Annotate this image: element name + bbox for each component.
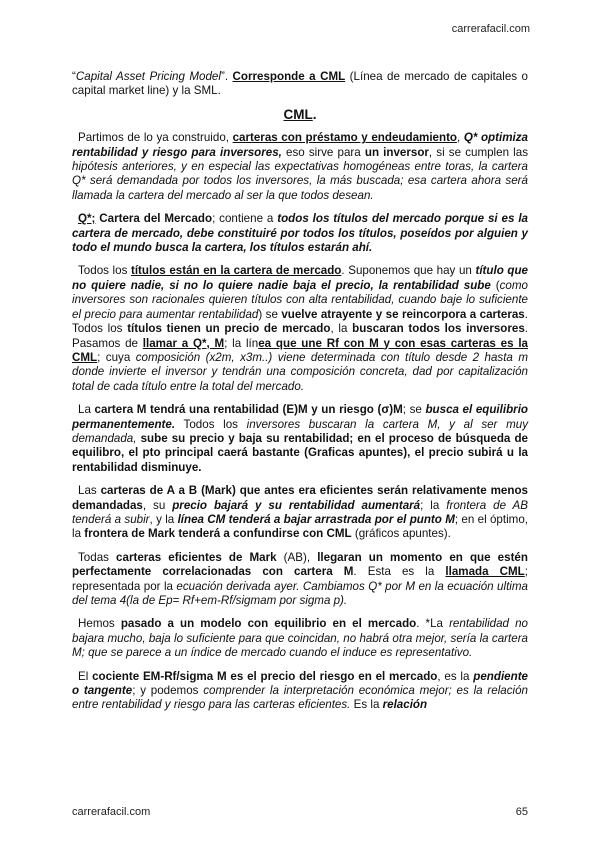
p8-s4: pendiente o tangente (72, 669, 529, 698)
p7-s3: . *La (416, 617, 450, 631)
paragraph-2 (72, 212, 528, 255)
p1-s4: Q* optimiza rentabilidad y riesgo para inversores, (72, 131, 528, 159)
p1-s5: eso sirve para (281, 145, 365, 159)
p5-s5: ; la (420, 498, 447, 512)
header-site: carrerafacil.com (451, 23, 530, 35)
p8-s3: , es la (437, 669, 474, 683)
p8-s8: relación (382, 698, 428, 712)
section-title (72, 108, 528, 122)
p3-s10: títulos tienen un precio de mercado (127, 322, 331, 336)
p6-s8: ecuación derivada ayer. Cambiamos Q* por M en la ecuación ultima del tema 4(la de Ep= Rf+em-Rf/sigmam por sigma p). (72, 579, 528, 607)
paragraph-6 (72, 551, 528, 609)
p3-s5: ( (490, 278, 500, 292)
p3-s15: ; la lín (224, 336, 259, 350)
p3-s2: títulos están en la cartera de mercado (130, 264, 342, 278)
intro-paragraph (72, 70, 528, 99)
p1-s2: carteras con préstamo y endeudamiento (232, 131, 458, 145)
quote-close: ”. (220, 70, 233, 83)
intro-tail: (Línea de mercado de capitales o capital market line) y la SML. (72, 70, 528, 98)
p3-s6: como inversores son racionales quieren títulos con alta rentabilidad, cuando baje lo suficiente el precio para aumentar rentabilidad (72, 278, 528, 321)
p3-s4: título que no quiere nadie, si no lo quiere nadie baja el precio, la rentabilidad sube (72, 264, 528, 292)
paragraph-8 (72, 670, 528, 713)
p1-s8: hipótesis anteriores, y en especial las expectativas homogéneas entre toras, la cartera Q* será demandada por todos los inversores, la más buscada; esa cartera ahora será llamada la cartera del mercado al ser la que todos desean. (72, 160, 528, 202)
p6-s5: . Esta es la (353, 565, 446, 579)
p4-s7: Todos los (175, 417, 247, 431)
p3-s14: llamar a Q*, M (142, 336, 225, 350)
p6-s4: llegaran un momento en que estén perfectamente correlacionadas con cartera M (72, 550, 528, 579)
p2-s3: ; contiene a (212, 212, 278, 226)
quote-open: “ (72, 70, 76, 83)
p4-s8: inversores buscaran la cartera M, y al ser muy demandada, (72, 417, 528, 445)
p7-s2: pasado a un modelo con equilibrio en el mercado (120, 617, 417, 631)
section-title-dot: . (312, 106, 317, 122)
p5-s7: , y la (149, 512, 178, 526)
p2-s4: todos los títulos del mercado porque si es la cartera de mercado, debe constituiré por todos los títulos, poseídos por alguien y todo el mundo busca la cartera, los títulos estarán ahí. (72, 212, 528, 255)
sigma-symbol: σ (381, 403, 390, 417)
p8-s1: El (78, 669, 93, 683)
p6-s7: ; representada por la (72, 565, 529, 593)
p3-s3: . Suponemos que hay un (341, 264, 476, 278)
p2-s1: Q*; (78, 212, 96, 226)
p5-s3: , su (142, 498, 173, 512)
p4-s1: La (78, 403, 95, 417)
footer-site: carrerafacil.com (72, 806, 151, 818)
p5-s2: carteras de A a B (Mark) que antes era eficientes serán relativamente menos demandadas (72, 484, 528, 512)
paragraph-1 (72, 131, 528, 203)
p4-s2: cartera M tendrá una rentabilidad (E)M y un riesgo ( (94, 403, 382, 417)
capm-name: Capital Asset Pricing Model (75, 70, 221, 83)
p1-s7: , si se cumplen las (428, 145, 528, 159)
p6-s1: Todas (78, 550, 117, 564)
p5-s11: (gráficos apuntes). (351, 527, 451, 541)
document-body (72, 70, 528, 722)
p1-s1: Partimos de lo ya construido, (78, 131, 233, 145)
p5-s10: frontera de Mark tenderá a confundirse con CML (84, 527, 352, 541)
p6-s3: (AB), (276, 550, 318, 564)
p7-s1: Hemos (78, 617, 121, 631)
p5-s4: precio bajará y su rentabilidad aumentará (172, 498, 421, 512)
p5-s6: frontera de AB tenderá a subir (72, 498, 528, 526)
p3-s18: composición (x2m, x3m..) viene determinada con título desde 2 hasta m donde invierte el inversor y tendrán una composición concreta, dad por capitalización total de cada título entre la total del mercado. (72, 350, 528, 393)
p3-s1: Todos los (78, 264, 131, 278)
p3-s11: , la (330, 322, 353, 336)
p8-s6: comprender la interpretación económica mejor; es la relación entre rentabilidad y riesgo para las carteras eficientes. (72, 684, 528, 712)
p4-s4: )M (389, 403, 403, 417)
p8-s2: cociente EM-Rf/sigma M es el precio del riesgo en el mercado (92, 669, 438, 683)
page-number: 65 (515, 806, 528, 818)
paragraph-4 (72, 403, 528, 475)
p4-s5: ; se (402, 403, 426, 417)
p5-s9: ; en el óptimo, la (72, 512, 529, 541)
paragraph-7 (72, 617, 528, 660)
p8-s7: Es la (350, 698, 383, 712)
p6-s2: carteras eficientes de Mark (116, 550, 277, 564)
p3-s12: buscaran todos los inversores (352, 322, 525, 336)
section-title-text: CML (283, 106, 313, 122)
p2-s2: Cartera del Mercado (95, 212, 213, 226)
p3-s9: . Todos los (72, 307, 528, 336)
p5-s8: línea CM tenderá a bajar arrastrada por el punto M (177, 512, 455, 526)
p3-s13: . Pasamos de (72, 322, 529, 350)
paragraph-5 (72, 484, 528, 542)
paragraph-3 (72, 264, 528, 394)
p3-s7: ) se (258, 307, 282, 321)
corresponde-cml: Corresponde a CML (232, 70, 346, 83)
p3-s8: vuelve atrayente y se reincorpora a carteras (281, 307, 525, 321)
p1-s3: , (457, 131, 464, 145)
p5-s1: Las (78, 484, 101, 498)
p4-s10: sube su precio y baja su rentabilidad; en el proceso de búsqueda de equilibro, el pto principal caerá bastante (Graficas apuntes), el precio subirá u la rentabilidad disminuye. (72, 431, 528, 474)
p4-s6: busca el equilibrio permanentemente. (72, 403, 528, 431)
p7-s4: rentabilidad no bajara mucho, baja lo suficiente para que coincidan, no habrá otra mejor, sería la cartera M; que se parece a un índice de mercado cuando el induce es representativo. (72, 617, 528, 660)
p1-s6: un inversor (364, 145, 429, 159)
p3-s16: ea que une Rf con M y con esas carteras es la CML (72, 336, 528, 364)
p3-s17: ; cuya (97, 350, 136, 364)
p6-s6: llamada CML (445, 565, 525, 579)
p8-s5: ; y podemos (132, 684, 204, 698)
